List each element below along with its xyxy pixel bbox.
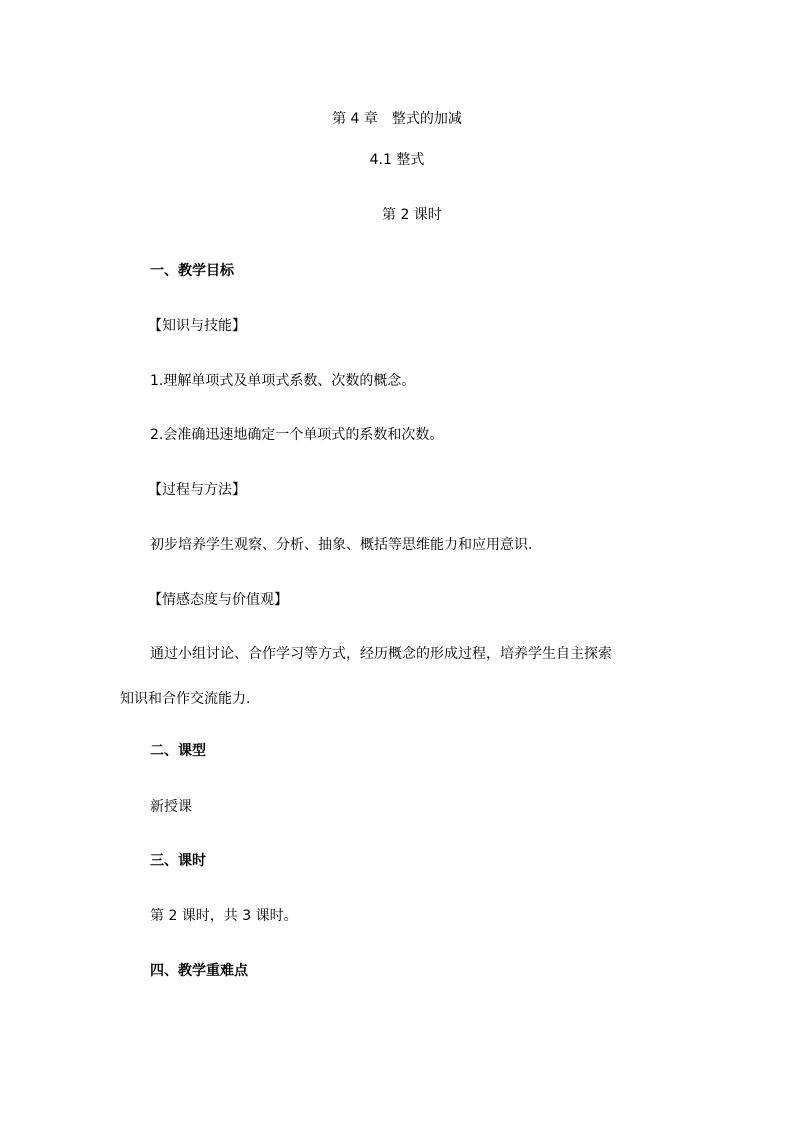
heading-lesson-type: 二、课型	[150, 743, 206, 759]
lesson-type-text: 新授课	[150, 799, 192, 815]
process-text: 初步培养学生观察、分析、抽象、概括等思维能力和应用意识.	[150, 537, 533, 553]
chapter-title: 第 4 章 整式的加减	[332, 111, 462, 127]
heading-class-hours: 三、课时	[150, 853, 206, 869]
heading-process-methods: 【过程与方法】	[148, 482, 246, 498]
heading-key-difficulties: 四、教学重难点	[150, 963, 248, 979]
emotion-text-line-2: 知识和合作交流能力.	[120, 691, 251, 707]
heading-knowledge-skills: 【知识与技能】	[148, 318, 246, 334]
knowledge-item-2: 2.会准确迅速地确定一个单项式的系数和次数。	[150, 427, 444, 443]
lesson-title: 第 2 课时	[382, 207, 442, 223]
section-title: 4.1 整式	[369, 152, 425, 168]
heading-emotion-values: 【情感态度与价值观】	[148, 592, 288, 608]
emotion-text-line-1: 通过小组讨论、合作学习等方式，经历概念的形成过程，培养学生自主探索	[150, 646, 612, 662]
knowledge-item-1: 1.理解单项式及单项式系数、次数的概念。	[150, 373, 416, 389]
heading-teaching-objectives: 一、教学目标	[150, 263, 234, 279]
class-hours-text: 第 2 课时，共 3 课时。	[150, 908, 298, 924]
